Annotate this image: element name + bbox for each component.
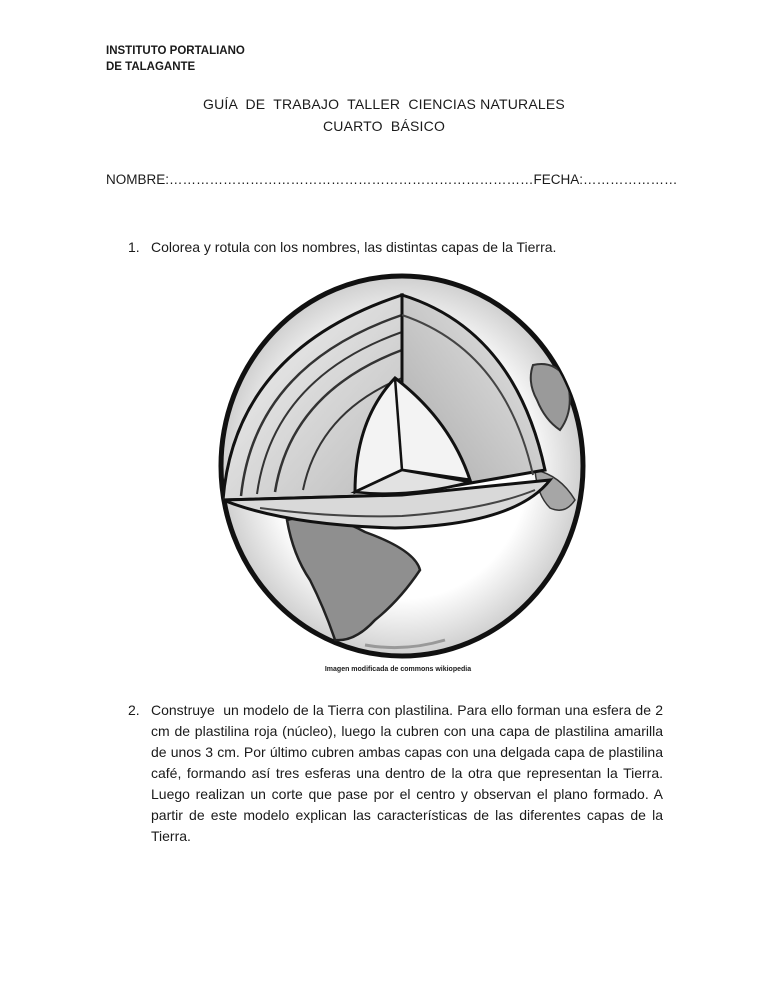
figure-credit: Imagen modificada de commons wikiopedia — [324, 666, 472, 673]
institution-name — [106, 43, 245, 75]
institution-line-2: DE TALAGANTE — [106, 61, 196, 73]
worksheet-subtitle: CUARTO BÁSICO — [322, 118, 446, 134]
question-2-number: 2. — [128, 702, 140, 718]
earth-layers-illustration — [215, 270, 589, 662]
worksheet-title: GUÍA DE TRABAJO TALLER CIENCIAS NATURALES — [203, 96, 565, 112]
institution-line-1: INSTITUTO PORTALIANO — [106, 45, 245, 57]
name-date-line: NOMBRE:………………………………………………………………………FECHA:………………… — [106, 172, 678, 187]
question-1-number: 1. — [128, 239, 140, 255]
question-2-text: Construye un modelo de la Tierra con plastilina. Para ello forman una esfera de 2 cm de plastilina roja (núcleo), luego la cubren con una capa de plastilina amarilla de unos 3 cm. Por último cubren ambas capas con una delgada capa de plastilina café, formando así tres esferas una dentro de la otra que representan la Tierra. Luego realizan un corte que pase por el centro y observan el plano formado. A partir de este modelo explican las características de las diferentes capas de la Tierra. — [151, 702, 667, 844]
question-1-text: Colorea y rotula con los nombres, las distintas capas de la Tierra. — [151, 239, 557, 255]
